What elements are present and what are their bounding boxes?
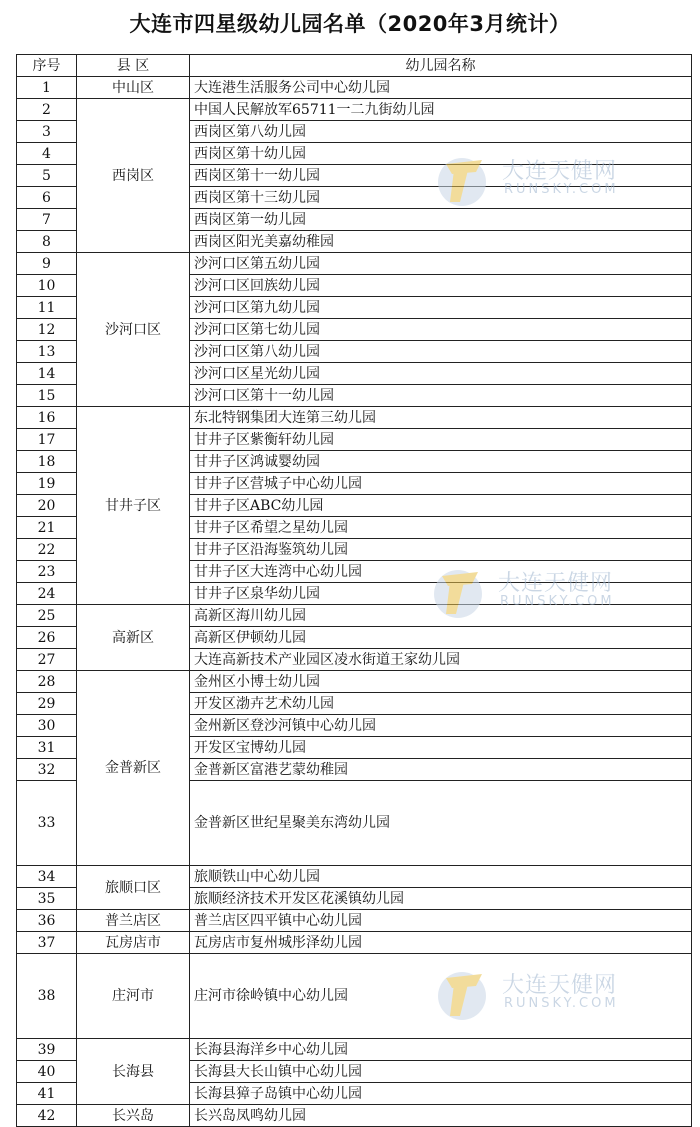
kindergarten-name: 西岗区第十一幼儿园 <box>190 165 692 187</box>
watermark-en: RUNSKY.COM <box>504 182 619 197</box>
watermark-cn: 大连天健网 <box>498 571 614 596</box>
row-number: 14 <box>17 363 77 385</box>
kindergarten-name: 甘井子区泉华幼儿园 <box>190 583 692 605</box>
kindergarten-name: 旅顺经济技术开发区花溪镇幼儿园 <box>190 888 692 910</box>
row-number: 21 <box>17 517 77 539</box>
district-cell: 普兰店区 <box>77 910 190 932</box>
row-number: 9 <box>17 253 77 275</box>
kindergarten-name: 沙河口区第十一幼儿园 <box>190 385 692 407</box>
kindergarten-name: 大连港生活服务公司中心幼儿园 <box>190 77 692 99</box>
kindergarten-name: 长兴岛凤鸣幼儿园 <box>190 1105 692 1127</box>
kindergarten-table <box>16 54 692 1127</box>
row-number: 10 <box>17 275 77 297</box>
table-row <box>17 671 692 693</box>
table-row <box>17 1105 692 1127</box>
row-number: 15 <box>17 385 77 407</box>
row-number: 31 <box>17 737 77 759</box>
kindergarten-name: 大连高新技术产业园区凌水街道王家幼儿园 <box>190 649 692 671</box>
district-cell: 瓦房店市 <box>77 932 190 954</box>
row-number: 18 <box>17 451 77 473</box>
kindergarten-name: 金普新区富港艺蒙幼稚园 <box>190 759 692 781</box>
row-number: 32 <box>17 759 77 781</box>
kindergarten-name: 甘井子区希望之星幼儿园 <box>190 517 692 539</box>
row-number: 37 <box>17 932 77 954</box>
kindergarten-name: 西岗区第十幼儿园 <box>190 143 692 165</box>
kindergarten-name: 沙河口区第九幼儿园 <box>190 297 692 319</box>
row-number: 35 <box>17 888 77 910</box>
row-number: 34 <box>17 866 77 888</box>
kindergarten-name: 西岗区第一幼儿园 <box>190 209 692 231</box>
district-cell: 高新区 <box>77 605 190 671</box>
row-number: 29 <box>17 693 77 715</box>
kindergarten-name: 长海县海洋乡中心幼儿园 <box>190 1039 692 1061</box>
district-cell: 旅顺口区 <box>77 866 190 910</box>
district-cell: 长海县 <box>77 1039 190 1105</box>
table-row <box>17 77 692 99</box>
kindergarten-name: 西岗区阳光美嘉幼稚园 <box>190 231 692 253</box>
table-header-row <box>17 55 692 77</box>
kindergarten-name: 中国人民解放军65711一二九街幼儿园 <box>190 99 692 121</box>
kindergarten-name: 沙河口区星光幼儿园 <box>190 363 692 385</box>
district-cell: 中山区 <box>77 77 190 99</box>
kindergarten-name: 甘井子区营城子中心幼儿园 <box>190 473 692 495</box>
row-number: 39 <box>17 1039 77 1061</box>
kindergarten-name: 甘井子区紫衡轩幼儿园 <box>190 429 692 451</box>
row-number: 3 <box>17 121 77 143</box>
watermark-cn: 大连天健网 <box>502 973 618 998</box>
row-number: 8 <box>17 231 77 253</box>
table-row <box>17 910 692 932</box>
kindergarten-name: 甘井子区大连湾中心幼儿园 <box>190 561 692 583</box>
header-name: 幼儿园名称 <box>190 55 692 77</box>
row-number: 5 <box>17 165 77 187</box>
kindergarten-name: 庄河市徐岭镇中心幼儿园 <box>190 954 692 1039</box>
header-district: 县 区 <box>77 55 190 77</box>
row-number: 30 <box>17 715 77 737</box>
district-cell: 长兴岛 <box>77 1105 190 1127</box>
header-num: 序号 <box>17 55 77 77</box>
row-number: 38 <box>17 954 77 1039</box>
kindergarten-name: 高新区伊顿幼儿园 <box>190 627 692 649</box>
table-row <box>17 932 692 954</box>
watermark-en: RUNSKY.COM <box>504 996 619 1011</box>
table-row <box>17 866 692 888</box>
row-number: 7 <box>17 209 77 231</box>
district-cell: 金普新区 <box>77 671 190 866</box>
kindergarten-name: 瓦房店市复州城彤泽幼儿园 <box>190 932 692 954</box>
page-title: 大连市四星级幼儿园名单（2020年3月统计） <box>129 12 571 36</box>
table-row <box>17 1039 692 1061</box>
kindergarten-name: 沙河口区第七幼儿园 <box>190 319 692 341</box>
kindergarten-name: 甘井子区ABC幼儿园 <box>190 495 692 517</box>
kindergarten-name: 长海县獐子岛镇中心幼儿园 <box>190 1083 692 1105</box>
table-row <box>17 407 692 429</box>
row-number: 36 <box>17 910 77 932</box>
row-number: 40 <box>17 1061 77 1083</box>
row-number: 26 <box>17 627 77 649</box>
table-row <box>17 954 692 1039</box>
row-number: 19 <box>17 473 77 495</box>
row-number: 33 <box>17 781 77 866</box>
row-number: 41 <box>17 1083 77 1105</box>
kindergarten-name: 沙河口区第八幼儿园 <box>190 341 692 363</box>
table-row <box>17 253 692 275</box>
kindergarten-name: 旅顺铁山中心幼儿园 <box>190 866 692 888</box>
table-row <box>17 605 692 627</box>
row-number: 22 <box>17 539 77 561</box>
kindergarten-name: 长海县大长山镇中心幼儿园 <box>190 1061 692 1083</box>
kindergarten-name: 高新区海川幼儿园 <box>190 605 692 627</box>
kindergarten-name: 金州新区登沙河镇中心幼儿园 <box>190 715 692 737</box>
row-number: 11 <box>17 297 77 319</box>
district-cell: 庄河市 <box>77 954 190 1039</box>
kindergarten-name: 普兰店区四平镇中心幼儿园 <box>190 910 692 932</box>
row-number: 42 <box>17 1105 77 1127</box>
row-number: 25 <box>17 605 77 627</box>
kindergarten-name: 西岗区第八幼儿园 <box>190 121 692 143</box>
kindergarten-name: 金州区小博士幼儿园 <box>190 671 692 693</box>
kindergarten-name: 沙河口区回族幼儿园 <box>190 275 692 297</box>
kindergarten-name: 东北特钢集团大连第三幼儿园 <box>190 407 692 429</box>
row-number: 16 <box>17 407 77 429</box>
kindergarten-name: 金普新区世纪星聚美东湾幼儿园 <box>190 781 692 866</box>
kindergarten-name: 西岗区第十三幼儿园 <box>190 187 692 209</box>
row-number: 4 <box>17 143 77 165</box>
district-cell: 甘井子区 <box>77 407 190 605</box>
kindergarten-name: 甘井子区鸿诚婴幼园 <box>190 451 692 473</box>
row-number: 1 <box>17 77 77 99</box>
row-number: 17 <box>17 429 77 451</box>
district-cell: 沙河口区 <box>77 253 190 407</box>
row-number: 6 <box>17 187 77 209</box>
kindergarten-name: 甘井子区沿海鉴筑幼儿园 <box>190 539 692 561</box>
row-number: 27 <box>17 649 77 671</box>
row-number: 23 <box>17 561 77 583</box>
kindergarten-name: 开发区渤卉艺术幼儿园 <box>190 693 692 715</box>
kindergarten-name: 开发区宝博幼儿园 <box>190 737 692 759</box>
row-number: 20 <box>17 495 77 517</box>
kindergarten-name: 沙河口区第五幼儿园 <box>190 253 692 275</box>
watermark-cn: 大连天健网 <box>502 159 618 184</box>
district-cell: 西岗区 <box>77 99 190 253</box>
row-number: 12 <box>17 319 77 341</box>
table-row <box>17 99 692 121</box>
row-number: 2 <box>17 99 77 121</box>
watermark-en: RUNSKY.COM <box>500 594 615 609</box>
row-number: 24 <box>17 583 77 605</box>
row-number: 28 <box>17 671 77 693</box>
row-number: 13 <box>17 341 77 363</box>
